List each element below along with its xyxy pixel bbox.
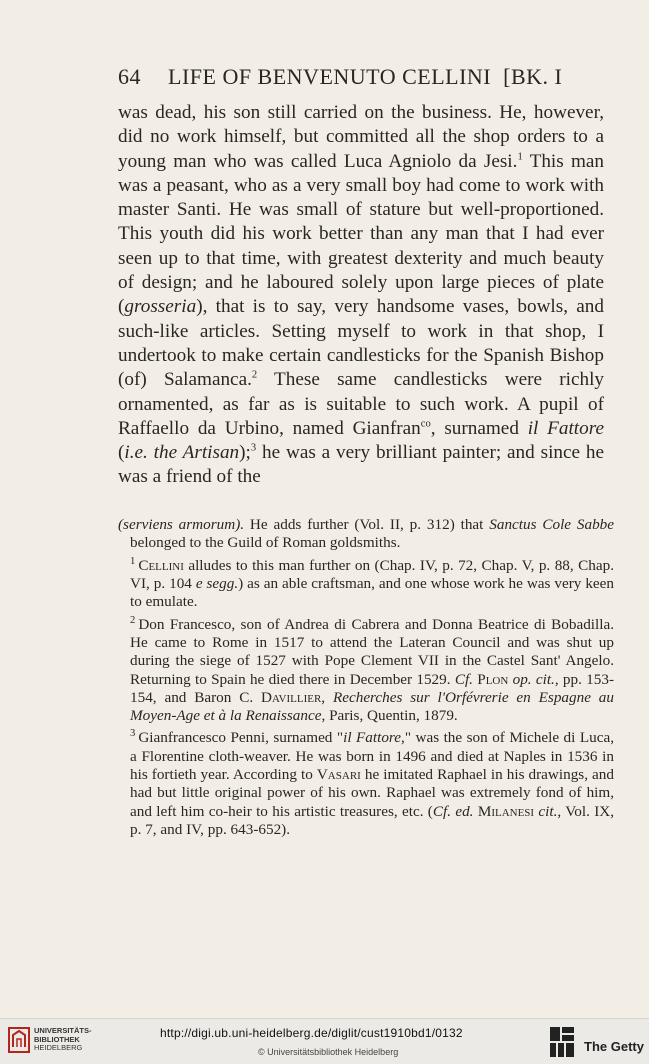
footnote-ref: 2 bbox=[251, 369, 258, 381]
footnote-1 bbox=[130, 553, 614, 612]
text-span: belonged to the Guild of Roman goldsmiths. bbox=[130, 534, 401, 552]
italic-term: cit. bbox=[538, 802, 558, 820]
italic-term: i.e. the Artisan bbox=[124, 442, 240, 464]
text-span: This man was a peasant, who as a very small boy had come to work with master Santi. He was small of stature but well-proportioned. This youth did his work better than any man that I had ever seen up to that time, with greatest dexterity and much beauty of design; and he laboured solely upon large pieces of plate ( bbox=[118, 150, 604, 318]
library-name-line: UNIVERSITÄTS- bbox=[34, 1026, 92, 1035]
author-name: Cellini bbox=[138, 556, 184, 574]
text-span: Gianfrancesco Penni, surnamed " bbox=[138, 729, 344, 747]
getty-logo-icon bbox=[548, 1025, 576, 1059]
library-name-line: BIBLIOTHEK bbox=[34, 1034, 80, 1044]
text-span: was dead, his son still carried on the business. He, however, did no work himself, but committed all the shop orders to a young man who was called Luca Agniolo da Jesi. bbox=[118, 102, 604, 172]
author-name: Milanesi bbox=[477, 802, 535, 820]
italic-term: e segg. bbox=[195, 574, 239, 592]
running-title: LIFE OF BENVENUTO CELLINI bbox=[168, 64, 492, 89]
permalink[interactable]: http://digi.ub.uni-heidelberg.de/diglit/cust1910bd1/0132 bbox=[160, 1026, 463, 1040]
book-section: [BK. I bbox=[503, 64, 563, 89]
text-span: , Vol. IX, p. 7, and IV, pp. 643-652). bbox=[130, 802, 615, 838]
italic-term: op. cit. bbox=[512, 670, 555, 688]
running-header bbox=[118, 64, 628, 90]
text-span: , pp. 153-154, and Baron C. bbox=[130, 670, 615, 706]
italic-term: grosseria bbox=[124, 296, 197, 318]
author-name: Vasari bbox=[316, 766, 361, 784]
footnote-ref: 1 bbox=[517, 151, 523, 163]
library-logo-icon bbox=[8, 1027, 30, 1053]
author-name: Plon bbox=[477, 670, 509, 688]
footnote-ref: 3 bbox=[250, 442, 257, 454]
main-text bbox=[118, 101, 604, 490]
text-span: , surnamed bbox=[430, 417, 528, 439]
text-span: Don Francesco, son of Andrea di Cabrera and Donna Beatrice di Bobadilla. He came to Rome in 1517 to attend the Lateran Council and was shut up during the siege of 1527 with Pope Clement VII in the Castel Sant' Angelo. Returning to Spain he died there in December 1529. bbox=[130, 615, 614, 688]
italic-term: Cf. ed. bbox=[432, 802, 474, 820]
text-span: ( bbox=[118, 442, 125, 464]
text-span: he imitated Raphael in his drawings, and had but little original power of his own. Raphael was extremely fond of him, and left him co-heir to his artistic treasures, etc. ( bbox=[130, 766, 614, 820]
superscript: co bbox=[420, 418, 431, 430]
italic-term: Sanctus Cole Sabbe bbox=[489, 516, 615, 533]
getty-name: The Getty bbox=[584, 1039, 644, 1054]
text-span: ); bbox=[239, 442, 251, 464]
italic-term: il Fattore bbox=[343, 729, 402, 747]
page-number: 64 bbox=[118, 64, 141, 89]
text-span: , Paris, Quentin, 1879. bbox=[321, 707, 458, 725]
text-span: , bbox=[321, 688, 333, 706]
viewer-footer bbox=[0, 1018, 649, 1064]
author-name: Davillier bbox=[261, 688, 322, 706]
footnote-continuation bbox=[118, 516, 615, 553]
text-span: He adds further (Vol. II, p. 312) that bbox=[244, 516, 490, 533]
copyright-notice: © Universitätsbibliothek Heidelberg bbox=[258, 1047, 399, 1057]
text-span: These same candlesticks were richly ornamented, as far as is suitable to such work. A pupil of Raffaello da Urbino, named Gianfran bbox=[118, 369, 604, 439]
italic-term: il Fattore bbox=[527, 417, 604, 439]
footnote-3 bbox=[130, 725, 614, 839]
footnote-2 bbox=[130, 612, 614, 726]
text-span: ," was the son of Michele di Luca, a Florentine cloth-weaver. He was born in 1496 and died at Naples in 1536 in his fortieth year. According to bbox=[130, 729, 614, 784]
text-span: ), that is to say, very handsome vases, bowls, and such-like articles. Setting myself to work in that shop, I undertook to make certain candlesticks for the Spanish Bishop (of) Salamanca. bbox=[118, 296, 604, 391]
library-name bbox=[34, 1027, 92, 1053]
italic-term: Recherches sur l'Orfévrerie en Espagne au Moyen-Age et à la Renaissance bbox=[130, 688, 614, 725]
italic-term: Cf. bbox=[454, 670, 473, 688]
italic-term: (serviens armorum). bbox=[118, 516, 245, 533]
text-span: ) as an able craftsman, and one whose work he was very keen to emulate. bbox=[130, 574, 614, 611]
footnote-number: 2 bbox=[130, 614, 136, 626]
text-span: alludes to this man further on (Chap. IV, p. 72, Chap. V, p. 88, Chap. VI, p. 104 bbox=[130, 556, 614, 592]
footnote-number: 3 bbox=[130, 728, 136, 740]
text-span: he was a very brilliant painter; and since he was a friend of the bbox=[118, 442, 604, 488]
footnote-number: 1 bbox=[130, 555, 136, 567]
library-name-line: HEIDELBERG bbox=[34, 1043, 83, 1052]
footnotes bbox=[118, 516, 615, 839]
